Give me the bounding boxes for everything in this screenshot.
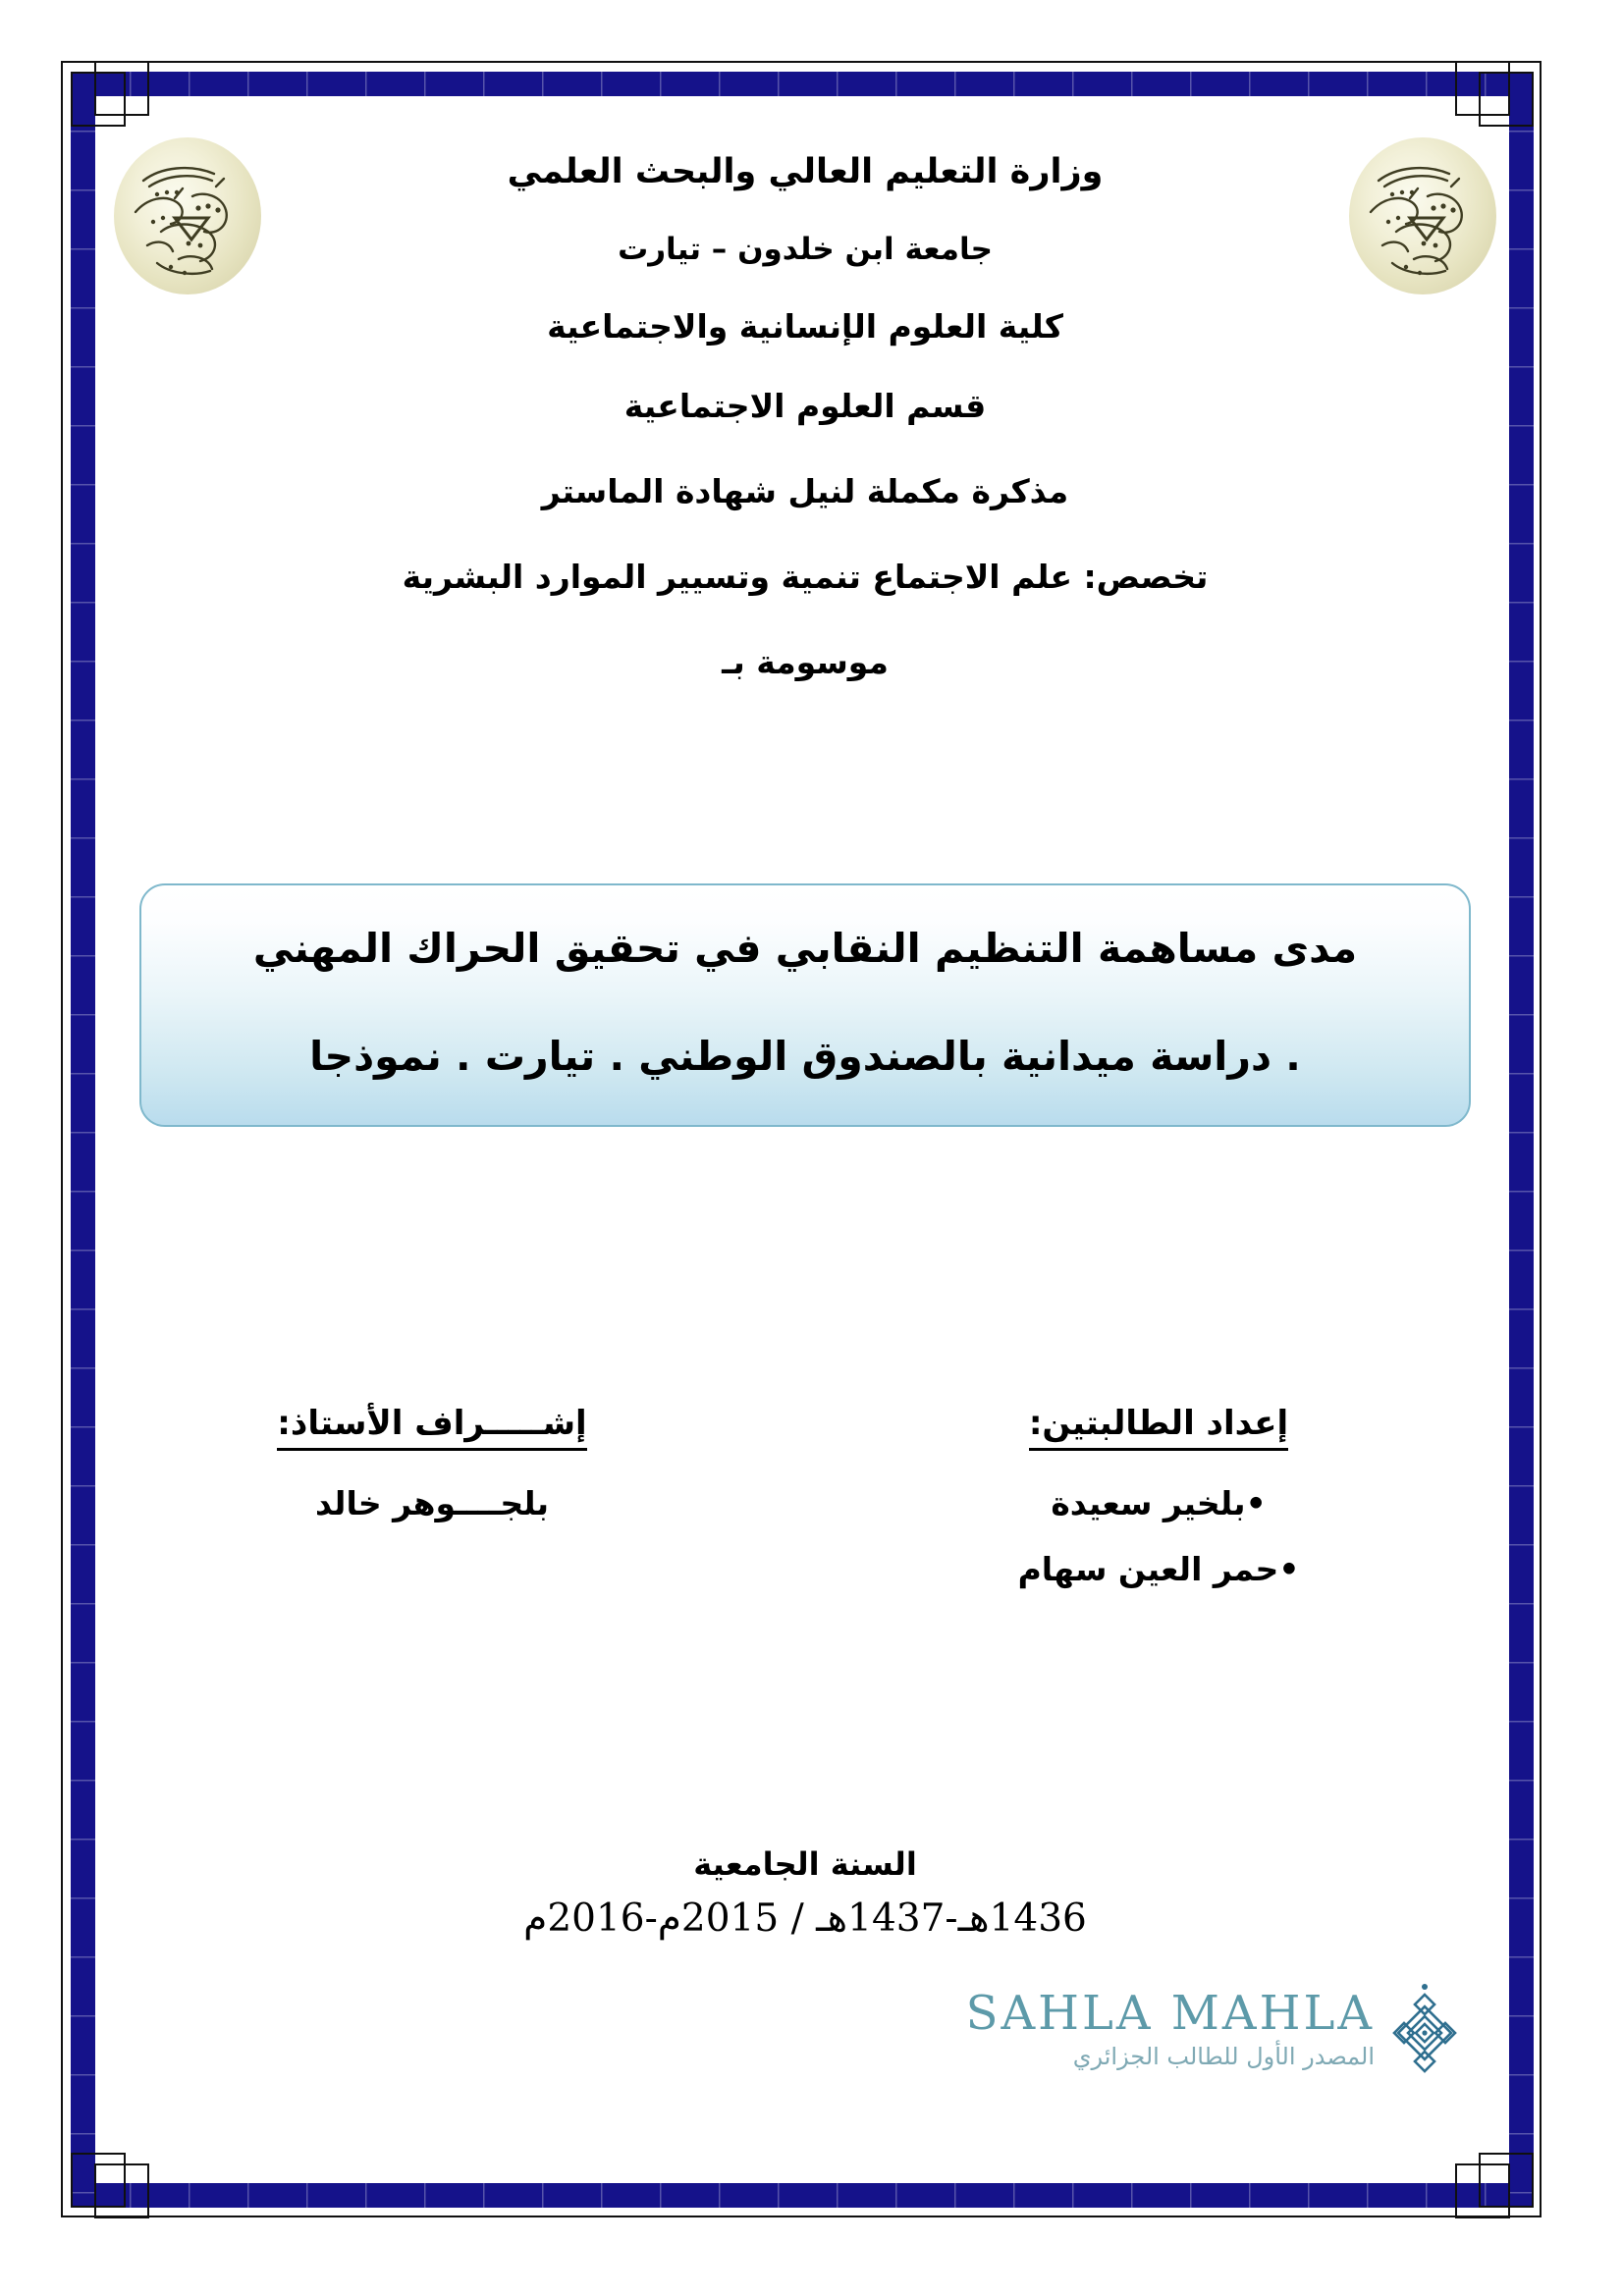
academic-year-value: 1436هـ-1437هـ / 2015م-2016م bbox=[523, 1896, 1087, 1942]
university-line: جامعة ابن خلدون – تيارت bbox=[618, 232, 993, 267]
cover-page-content bbox=[108, 108, 1502, 2169]
corner-ornament-bottom-right-b bbox=[1455, 2163, 1510, 2218]
supervisor-name: بلجــــوهر خالد bbox=[315, 1483, 549, 1522]
people-row bbox=[108, 1404, 1502, 1589]
watermark bbox=[966, 1981, 1467, 2079]
border-band-top bbox=[71, 72, 1534, 96]
islamic-diamond-ornament-icon bbox=[1382, 1981, 1467, 2079]
corner-ornament-bottom-left-b bbox=[94, 2163, 149, 2218]
header-block bbox=[108, 126, 1502, 681]
watermark-brand: SAHLA MAHLA bbox=[965, 1986, 1375, 2041]
bullet-icon-1: • bbox=[1245, 1483, 1267, 1522]
degree-line: مذكرة مكملة لنيل شهادة الماستر bbox=[541, 472, 1069, 510]
student-name-2-text: حمر العين سهام bbox=[1017, 1550, 1279, 1589]
tagged-line: موسومة بـ bbox=[722, 643, 889, 681]
specialization-line: تخصص: علم الاجتماع تنمية وتسيير الموارد البشرية bbox=[402, 558, 1209, 596]
department-line: قسم العلوم الاجتماعية bbox=[623, 387, 987, 425]
border-band-right bbox=[1509, 72, 1534, 2208]
bullet-icon-2: • bbox=[1278, 1550, 1300, 1589]
watermark-tagline: المصدر الأول للطالب الجزائري bbox=[1072, 2043, 1375, 2070]
border-band-left bbox=[71, 72, 95, 2208]
header-institution-lines bbox=[108, 152, 1502, 425]
students-column bbox=[844, 1404, 1502, 1589]
thesis-title-line-2: . دراسة ميدانية بالصندوق الوطني . تيارت . نموذجا bbox=[309, 1033, 1301, 1080]
academic-year-block bbox=[108, 1845, 1502, 1943]
watermark-text bbox=[965, 1986, 1375, 2070]
students-heading: إعداد الطالبتين: bbox=[1029, 1404, 1288, 1451]
supervisor-column bbox=[108, 1404, 746, 1589]
thesis-title-box bbox=[139, 883, 1471, 1127]
faculty-line: كلية العلوم الإنسانية والاجتماعية bbox=[547, 307, 1063, 346]
border-band-bottom bbox=[71, 2183, 1534, 2208]
student-name-1-text: بلخير سعيدة bbox=[1051, 1483, 1246, 1522]
university-seal-icon-right bbox=[1349, 137, 1496, 294]
supervisor-heading: إشـــــراف الأستاذ: bbox=[277, 1404, 586, 1451]
student-name-2 bbox=[844, 1550, 1473, 1589]
university-seal-icon-left bbox=[114, 137, 261, 294]
ministry-line: وزارة التعليم العالي والبحث العلمي bbox=[507, 152, 1104, 191]
student-name-1 bbox=[844, 1484, 1473, 1523]
thesis-title-line-1: مدى مساهمة التنظيم النقابي في تحقيق الحراك المهني bbox=[252, 925, 1358, 973]
header-degree-lines bbox=[108, 472, 1502, 681]
academic-year-label: السنة الجامعية bbox=[693, 1845, 917, 1883]
